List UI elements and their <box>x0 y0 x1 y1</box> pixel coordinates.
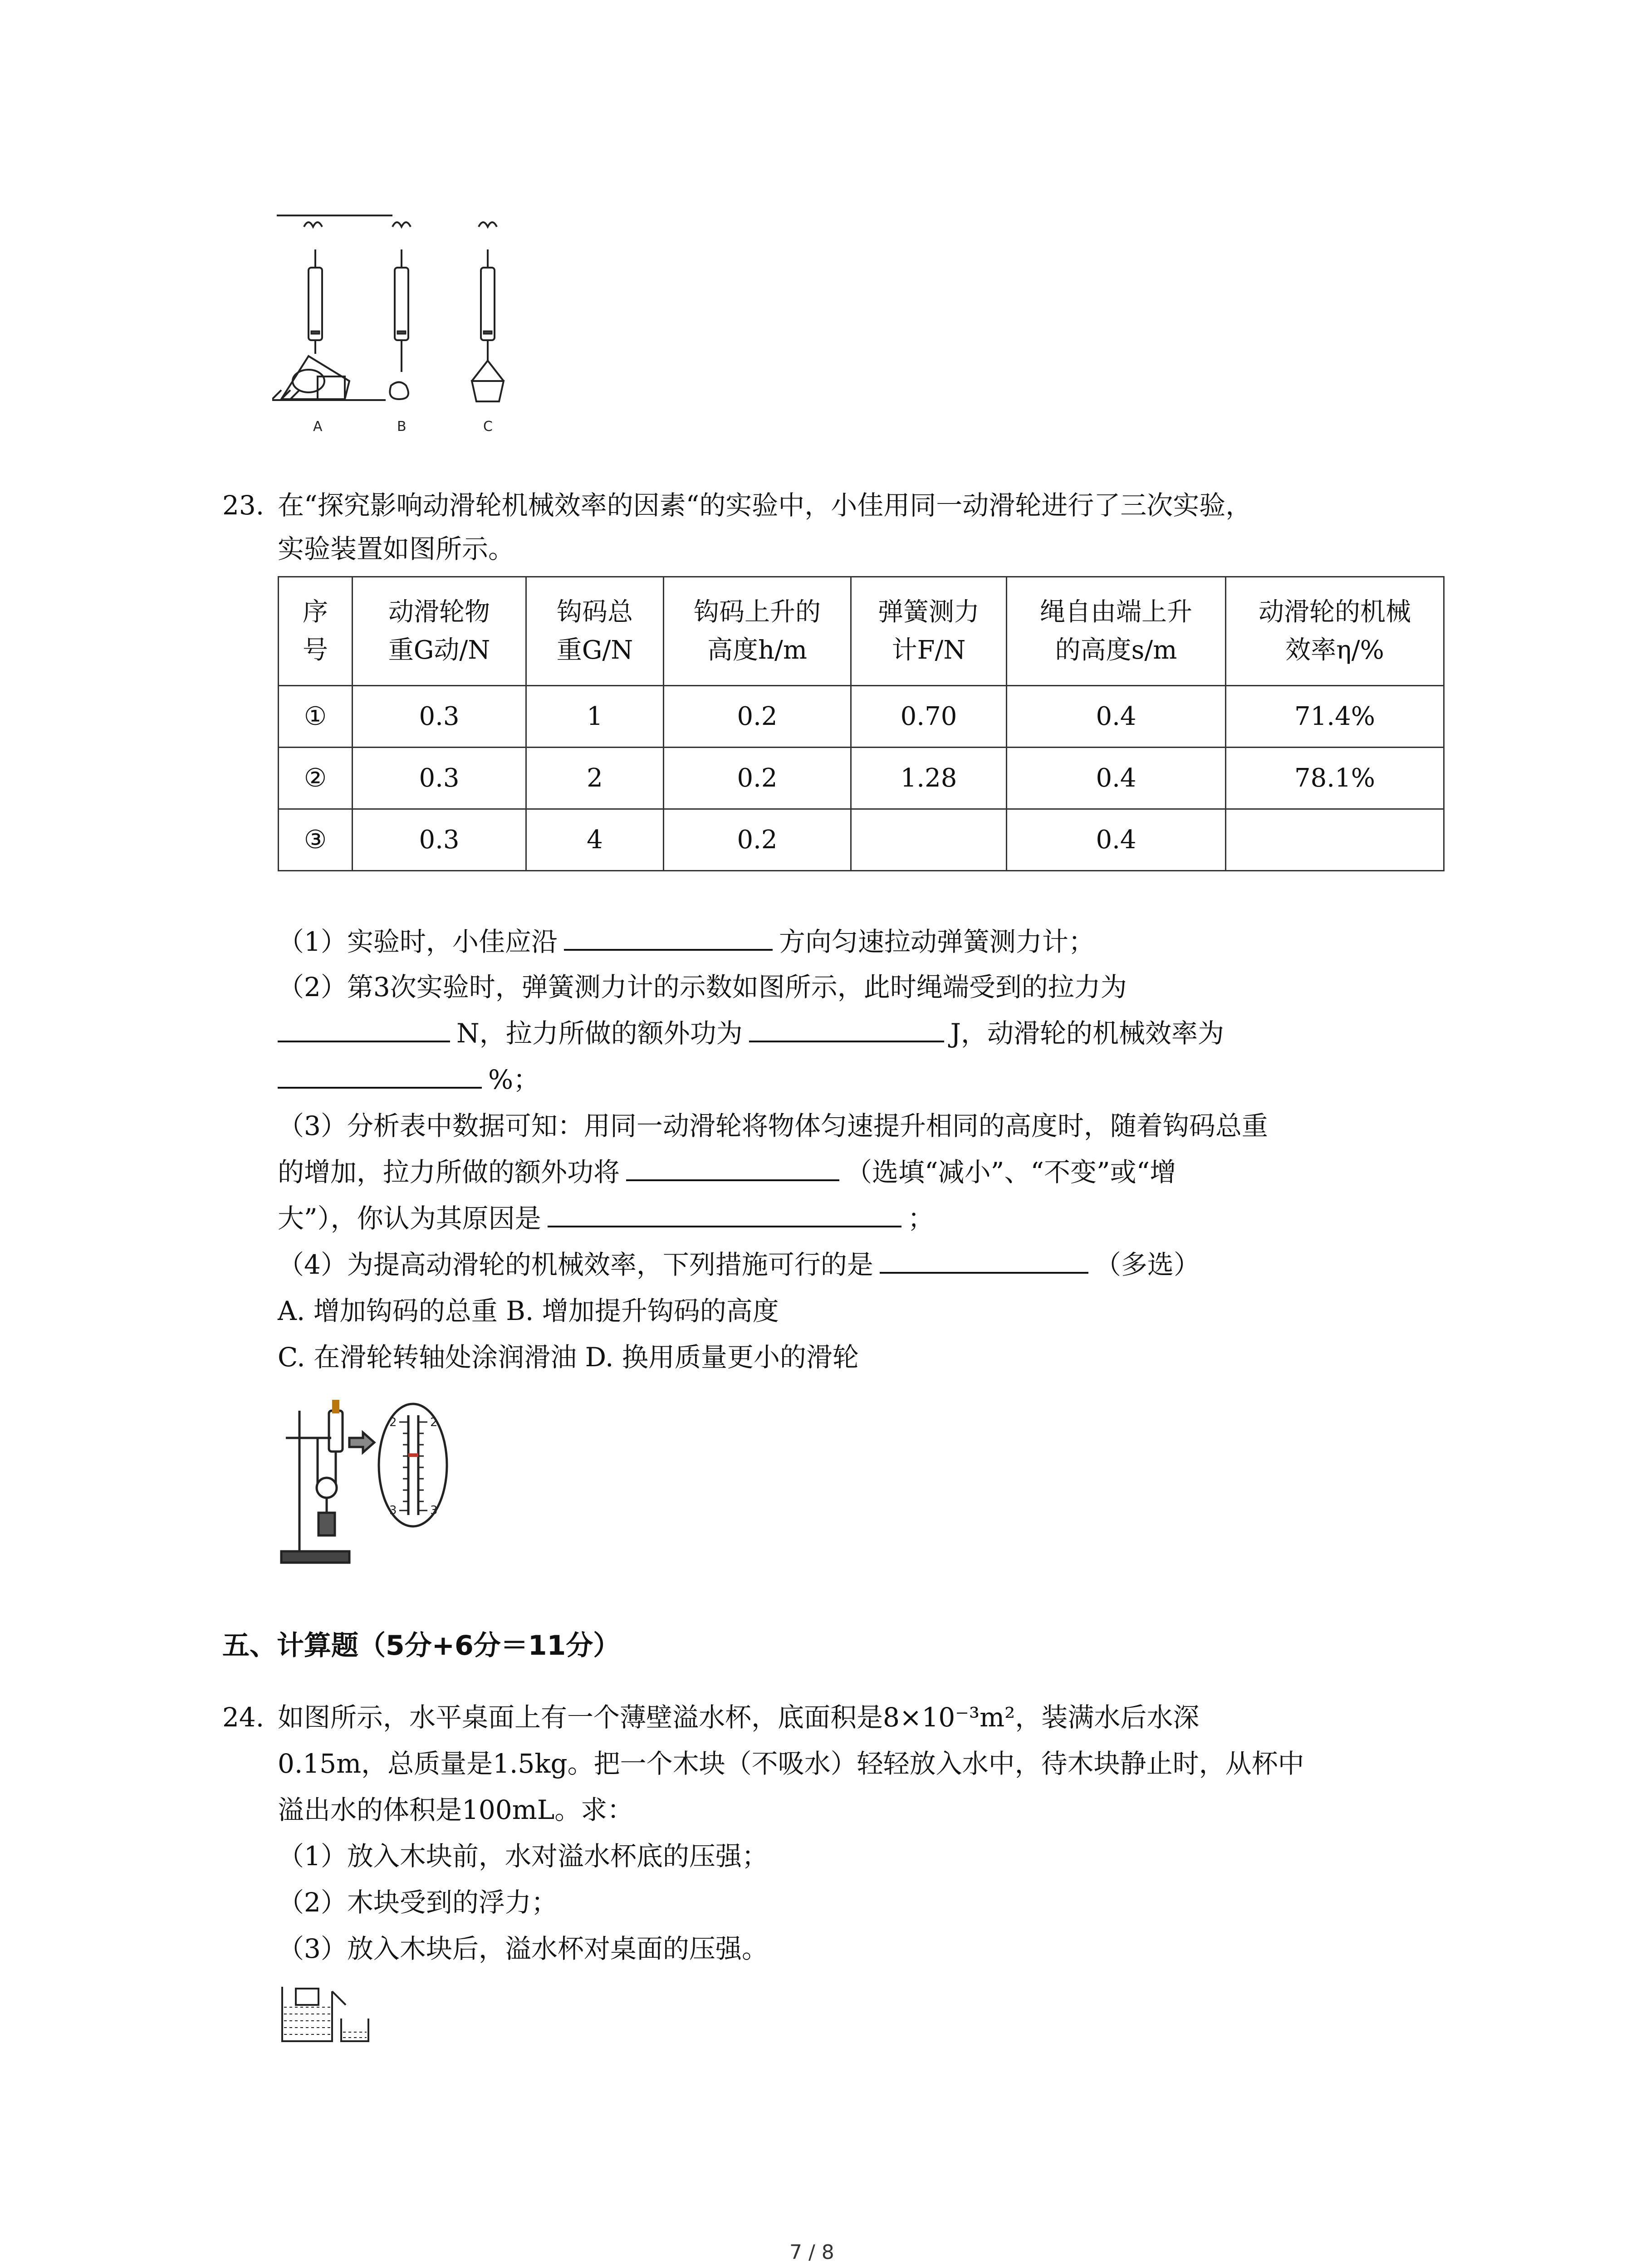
answer-blank[interactable] <box>564 923 773 951</box>
q23-part4-text-a: （4）为提高动滑轮的机械效率，下列措施可行的是 <box>278 1249 873 1280</box>
header-line: 重G/N <box>556 635 633 665</box>
table-cell <box>1226 809 1444 871</box>
q23-part4 <box>278 1244 1200 1286</box>
table-row <box>279 686 1444 748</box>
header-line: 弹簧测力 <box>878 597 980 627</box>
question-23-line2: 实验装置如图所示。 <box>278 533 515 564</box>
spring-scale-figure <box>272 200 590 435</box>
q23-part3-text-b: 的增加，拉力所做的额外功将 <box>278 1157 620 1188</box>
q24-part3: （3）放入木块后，溢水杯对桌面的压强。 <box>278 1933 768 1964</box>
q23-part4-text-b: （多选） <box>1094 1249 1200 1280</box>
q23-part2-line1: （2）第3次实验时，弹簧测力计的示数如图所示，此时绳端受到的拉力为 <box>278 972 1127 1002</box>
table-cell: 0.70 <box>851 686 1007 748</box>
table-cell: 0.3 <box>353 686 526 748</box>
scale-tick-label: 3 <box>430 1504 438 1517</box>
header-line: 重G动/N <box>388 635 490 665</box>
table-cell: 2 <box>526 748 664 809</box>
header-line: 动滑轮物 <box>388 597 490 627</box>
header-line: 钩码总 <box>557 597 633 627</box>
table-header <box>851 577 1007 686</box>
pulley-apparatus-figure <box>277 1397 485 1569</box>
header-line: 计F/N <box>892 635 966 665</box>
table-cell: 0.4 <box>1007 748 1226 809</box>
q23-part3-text-c: （选填“减小”、“不变”或“增 <box>846 1157 1176 1188</box>
header-line: 序 <box>303 597 328 627</box>
answer-blank[interactable] <box>749 1014 944 1042</box>
answer-blank[interactable] <box>880 1246 1088 1274</box>
q24-part1: （1）放入木块前，水对溢水杯底的压强； <box>278 1841 768 1872</box>
q23-part2-line3 <box>278 1059 539 1100</box>
question-24-number: 24. <box>222 1702 265 1733</box>
header-line: 效率η/% <box>1285 635 1384 665</box>
table-cell: 78.1% <box>1226 748 1444 809</box>
table-header <box>1226 577 1444 686</box>
q23-part2-text-b: N，拉力所做的额外功为 <box>456 1018 743 1049</box>
scale-tick-label: 2 <box>389 1416 397 1429</box>
table-cell: 0.2 <box>664 809 851 871</box>
table-cell: 0.4 <box>1007 686 1226 748</box>
header-line: 钩码上升的 <box>694 597 821 627</box>
table-header <box>526 577 664 686</box>
table-header <box>279 577 353 686</box>
header-line: 动滑轮的机械 <box>1259 597 1411 627</box>
q23-options-line2: C. 在滑轮转轴处涂润滑油 D. 换用质量更小的滑轮 <box>278 1342 859 1373</box>
table-cell: ② <box>279 748 353 809</box>
q23-part3-line1: （3）分析表中数据可知：用同一动滑轮将物体匀速提升相同的高度时，随着钩码总重 <box>278 1110 1268 1141</box>
header-line: 的高度s/m <box>1055 635 1177 665</box>
table-row <box>279 809 1444 871</box>
table-header-row <box>279 577 1444 686</box>
question-24-line1: 如图所示，水平桌面上有一个薄壁溢水杯，底面积是8×10⁻³m²，装满水后水深 <box>278 1702 1200 1733</box>
q23-part2-text-d: %； <box>488 1064 540 1095</box>
header-line: 高度h/m <box>707 635 808 665</box>
question-24-line3: 溢出水的体积是100mL。求： <box>278 1794 634 1825</box>
table-header <box>1007 577 1226 686</box>
q23-part1-text-b: 方向匀速拉动弹簧测力计； <box>779 926 1095 957</box>
table-cell: ③ <box>279 809 353 871</box>
table-row <box>279 748 1444 809</box>
answer-blank[interactable] <box>278 1061 482 1089</box>
figure-label-c: C <box>483 419 493 435</box>
figure-label-a: A <box>313 419 323 435</box>
overflow-cup-figure <box>278 1982 377 2046</box>
scale-tick-label: 3 <box>389 1504 397 1517</box>
page-number: 7 / 8 <box>789 2241 834 2264</box>
experiment-table <box>278 576 1445 871</box>
q23-part2-text-c: J，动滑轮的机械效率为 <box>950 1018 1225 1049</box>
header-line: 绳自由端上升 <box>1040 597 1192 627</box>
table-cell: 0.2 <box>664 686 851 748</box>
table-cell: 4 <box>526 809 664 871</box>
q23-options-line1: A. 增加钩码的总重 B. 增加提升钩码的高度 <box>278 1295 779 1326</box>
question-24-line2: 0.15m，总质量是1.5kg。把一个木块（不吸水）轻轻放入水中，待木块静止时，从杯中 <box>278 1748 1304 1779</box>
q23-part3-line2 <box>278 1151 1176 1193</box>
table-cell: 0.3 <box>353 748 526 809</box>
table-cell: 1.28 <box>851 748 1007 809</box>
header-line: 号 <box>303 635 328 665</box>
table-cell: 71.4% <box>1226 686 1444 748</box>
table-header <box>353 577 526 686</box>
q23-part3-line3 <box>278 1198 934 1239</box>
table-cell <box>851 809 1007 871</box>
q23-part1-text-a: （1）实验时，小佳应沿 <box>278 926 558 957</box>
question-23-number: 23. <box>222 490 265 521</box>
table-cell: ① <box>279 686 353 748</box>
table-cell: 0.4 <box>1007 809 1226 871</box>
q23-part3-text-e: ； <box>907 1203 934 1234</box>
section-5-title: 五、计算题（5分+6分＝11分） <box>222 1630 621 1662</box>
table-cell: 1 <box>526 686 664 748</box>
answer-blank[interactable] <box>626 1153 839 1181</box>
q23-part1 <box>278 921 1095 963</box>
figure-label-b: B <box>397 419 407 435</box>
q24-part2: （2）木块受到的浮力； <box>278 1887 558 1918</box>
q23-part3-text-d: 大”），你认为其原因是 <box>278 1203 541 1234</box>
scale-tick-label: 2 <box>430 1416 438 1429</box>
question-23-line1: 在“探究影响动滑轮机械效率的因素“的实验中，小佳用同一动滑轮进行了三次实验， <box>278 490 1252 521</box>
q23-part2-line2 <box>278 1012 1224 1054</box>
table-header <box>664 577 851 686</box>
table-cell: 0.2 <box>664 748 851 809</box>
table-cell: 0.3 <box>353 809 526 871</box>
answer-blank[interactable] <box>548 1199 901 1227</box>
answer-blank[interactable] <box>278 1014 450 1042</box>
